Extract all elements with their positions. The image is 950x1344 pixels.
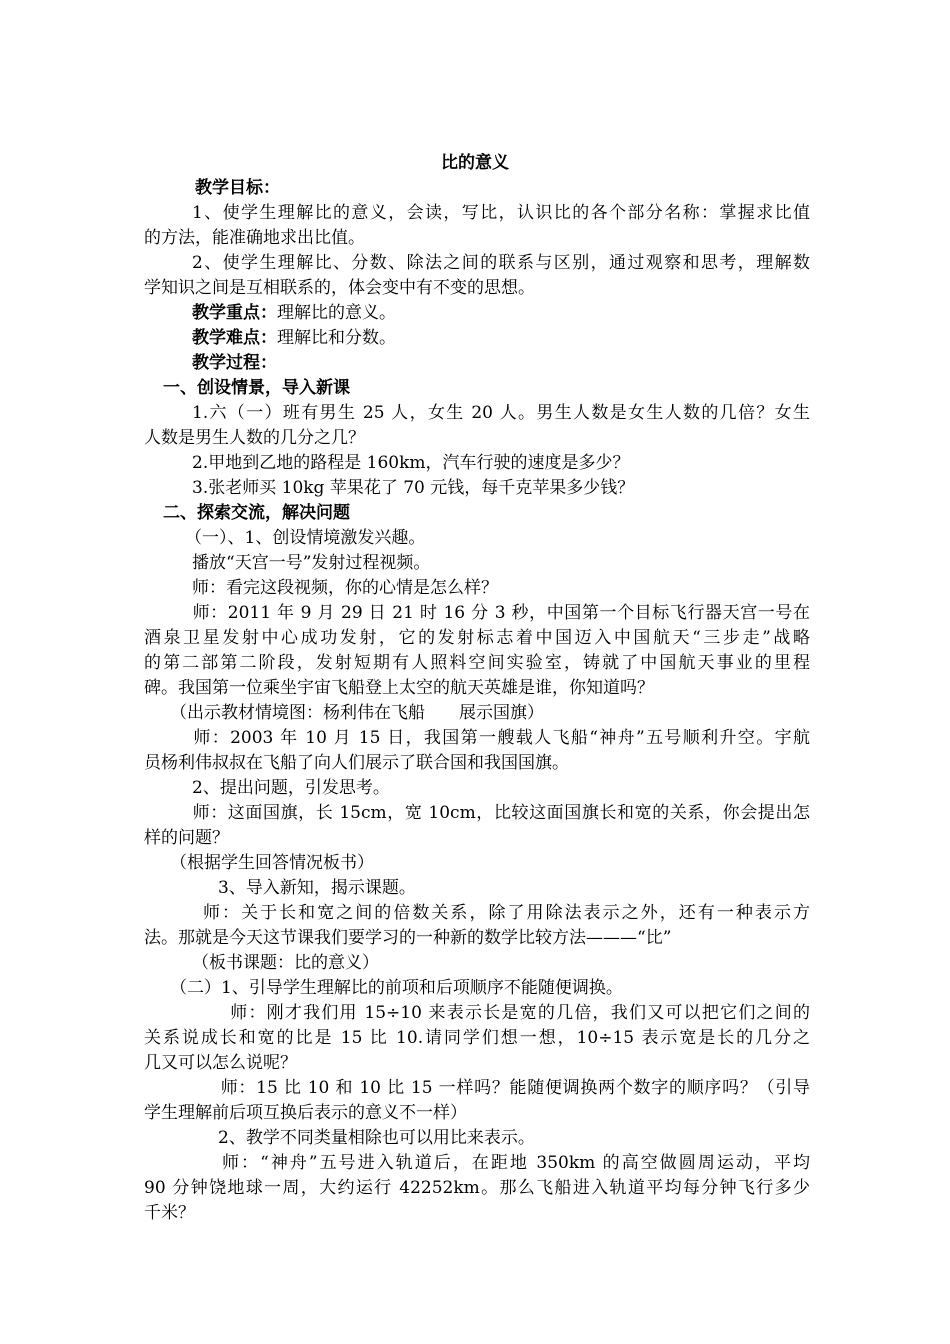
part-b-order-line1: 师：刚才我们用 15÷10 来表示长是宽的几倍，我们又可以把它们之间的: [229, 1003, 810, 1023]
part-a-tiangong-line1: 师：2011 年 9 月 29 日 21 时 16 分 3 秒，中国第一个目标飞行器天宫一号在: [192, 603, 810, 623]
part-b-order-line2: 关系说成长和宽的比是 15 比 10.请同学们想一想，10÷15 表示宽是长的几分之: [144, 1028, 810, 1048]
part-a-tiangong-line4: 碑。我国第一位乘坐宇宙飞船登上太空的航天英雄是谁，你知道吗？: [144, 678, 654, 698]
goal1-line2: 的方法，能准确地求出比值。: [144, 228, 365, 248]
part-a-shenzhou-line2: 员杨利伟叔叔在飞船了向人们展示了联合国和我国国旗。: [144, 753, 569, 773]
part-b-swap-line2: 学生理解前后项互换后表示的意义不一样）: [144, 1103, 467, 1123]
difficult-point-label: 教学难点：: [192, 328, 277, 348]
difficult-point: [192, 326, 950, 350]
process-heading: 教学过程：: [192, 353, 277, 373]
part-b-swap-line1: 师：15 比 10 和 10 比 15 一样吗？能随便调换两个数字的顺序吗？（引导: [220, 1078, 810, 1098]
question3: 3.张老师买 10kg 苹果花了 70 元钱，每千克苹果多少钱？: [192, 478, 635, 498]
part-a-ratio-intro-line2: 法。那就是今天这节课我们要学习的一种新的数学比较方法———“比”: [144, 928, 672, 948]
part-b-order-line3: 几又可以怎么说呢？: [144, 1053, 297, 1073]
section2-heading: 二、探索交流，解决问题: [163, 503, 350, 523]
part-a-flag-line1: 师：这面国旗，长 15cm，宽 10cm，比较这面国旗长和宽的关系，你会提出怎: [192, 803, 810, 823]
part-a-board-note: （根据学生回答情况板书）: [170, 853, 374, 873]
difficult-point-text: 理解比和分数。: [277, 328, 396, 348]
part-b-orbit-line3: 千米？: [144, 1203, 195, 1223]
goal1-line1: 1、使学生理解比的意义，会读，写比，认识比的各个部分名称：掌握求比值: [192, 203, 810, 223]
part-a-step1: （一）、1、创设情境激发兴趣。: [185, 528, 426, 548]
part-a-ratio-intro-line1: 师：关于长和宽之间的倍数关系，除了用除法表示之外，还有一种表示方: [201, 903, 810, 923]
part-a-video: 播放“天宫一号”发射过程视频。: [192, 553, 431, 573]
part-b-step2: 2、教学不同类量相除也可以用比来表示。: [218, 1128, 535, 1148]
part-a-textbook-image-note: （出示教材情境图：杨利伟在飞船 展示国旗）: [170, 703, 544, 723]
part-a-board-title: （板书课题：比的意义）: [192, 953, 379, 973]
part-b-step1: （二）1、引导学生理解比的前项和后项顺序不能随便调换。: [170, 978, 623, 998]
key-point-label: 教学重点：: [192, 303, 277, 323]
part-a-flag-line2: 样的问题？: [144, 828, 229, 848]
key-point: [192, 301, 950, 325]
part-a-tiangong-line2: 酒泉卫星发射中心成功发射，它的发射标志着中国迈入中国航天“三步走”战略: [144, 628, 810, 648]
part-a-tiangong-line3: 的第二部第二阶段，发射短期有人照料空间实验室，铸就了中国航天事业的里程: [144, 653, 810, 673]
part-a-step2: 2、提出问题，引发思考。: [192, 778, 390, 798]
document-title: 比的意义: [441, 153, 509, 173]
question2: 2.甲地到乙地的路程是 160km，汽车行驶的速度是多少？: [192, 453, 630, 473]
part-a-shenzhou-line1: 师：2003 年 10 月 15 日，我国第一艘载人飞船“神舟”五号顺利升空。宇航: [192, 728, 810, 748]
goals-heading: 教学目标：: [195, 178, 280, 198]
key-point-text: 理解比的意义。: [277, 303, 396, 323]
goal2-line1: 2、使学生理解比、分数、除法之间的联系与区别，通过观察和思考，理解数: [192, 253, 810, 273]
question1-line2: 人数是男生人数的几分之几？: [144, 428, 365, 448]
part-b-orbit-line2: 90 分钟饶地球一周，大约运行 42252km。那么飞船进入轨道平均每分钟飞行多少: [144, 1178, 810, 1198]
question1-line1: 1.六（一）班有男生 25 人，女生 20 人。男生人数是女生人数的几倍？女生: [192, 403, 810, 423]
section1-heading: 一、创设情景，导入新课: [163, 378, 350, 398]
part-a-step3: 3、导入新知，揭示课题。: [218, 878, 416, 898]
part-b-orbit-line1: 师：“神舟”五号进入轨道后，在距地 350km 的高空做圆周运动，平均: [220, 1153, 810, 1173]
part-a-teacher-question: 师：看完这段视频，你的心情是怎么样？: [192, 578, 498, 598]
goal2-line2: 学知识之间是互相联系的，体会变中有不变的思想。: [144, 278, 535, 298]
